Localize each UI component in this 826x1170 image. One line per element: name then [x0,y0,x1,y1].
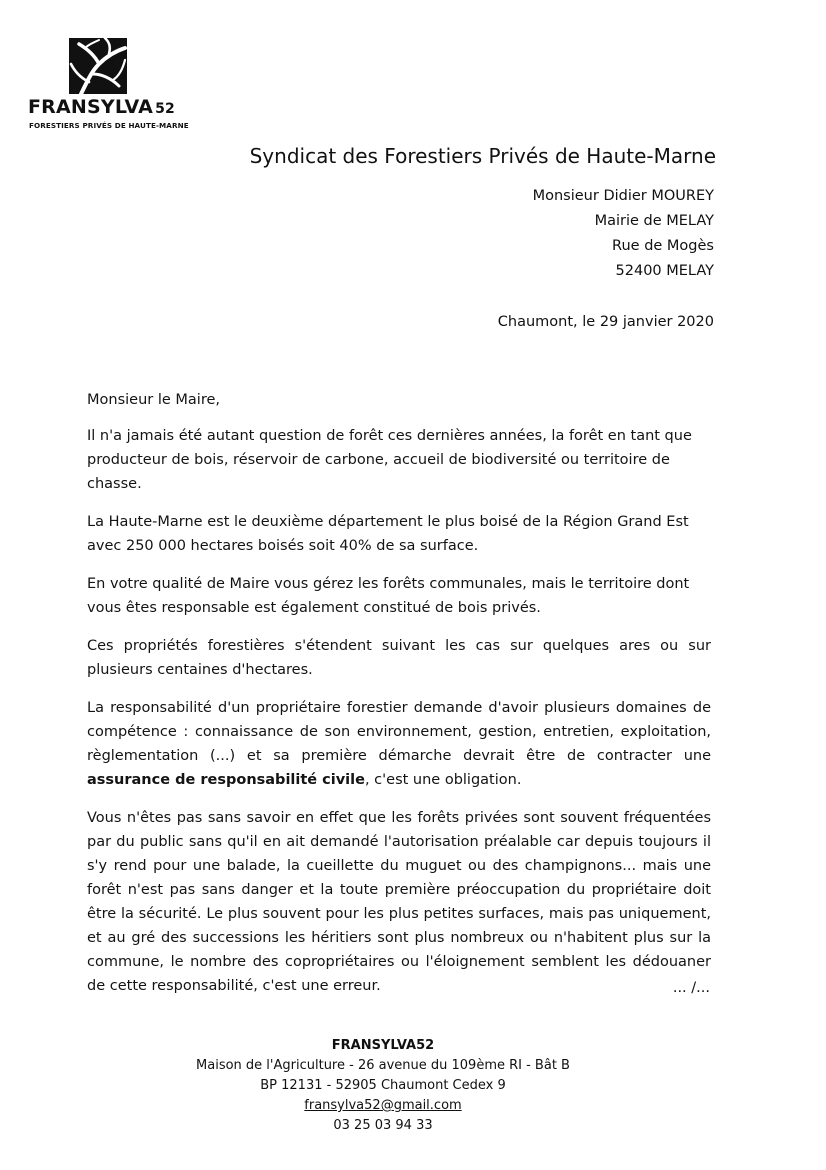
logo-name-text: FRANSYLVA [28,96,154,118]
paragraph-5-text: La responsabilité d'un propriétaire forestier demande d'avoir plusieurs domaines de compétence : connaissance de son environnement, gestion, entretien, exploitation, règlementation (...) et sa première démarche devrait être de contracter une [87,700,711,764]
letter-body [87,388,711,1012]
paragraph-1: Il n'a jamais été autant question de forêt ces dernières années, la forêt en tant que producteur de bois, réservoir de carbone, accueil de biodiversité ou territoire de chasse. [87,428,692,492]
logo-tagline: FORESTIERS PRIVÉS DE HAUTE-MARNE [29,121,189,130]
paragraph-2: La Haute-Marne est le deuxième département le plus boisé de la Région Grand Est avec 250 000 hectares boisés soit 40% de sa surface. [87,514,689,554]
recipient-name: Monsieur Didier MOUREY [532,188,714,204]
paragraph-4: Ces propriétés forestières s'étendent suivant les cas sur quelques ares ou sur plusieurs centaines d'hectares. [87,638,711,678]
recipient-institution: Mairie de MELAY [594,213,714,229]
footer-phone: 03 25 03 94 33 [333,1118,433,1133]
paragraph-6: Vous n'êtes pas sans savoir en effet que les forêts privées sont souvent fréquentées par du public sans qu'il en ait demandé l'autorisation préalable car depuis toujours il s'y rend pour une balade, la cueillette du muguet ou des champignons... mais une forêt n'est pas sans danger et la toute première préoccupation du propriétaire doit être la sécurité. Le plus souvent pour les plus petites surfaces, mais pas uniquement, et au gré des successions les héritiers sont plus nombreux ou n'habitent plus sur la commune, le nombre des copropriétaires ou l'éloignement semblent les dédouaner de cette responsabilité, c'est une erreur. [87,810,711,994]
logo-number: 52 [155,101,175,117]
fransylva-logo [28,38,189,134]
organization-title: Syndicat des Forestiers Privés de Haute-Marne [249,144,716,168]
logo-wordmark [28,96,175,118]
footer-address-1: Maison de l'Agriculture - 26 avenue du 109ème RI - Bât B [196,1058,570,1073]
footer-email-link[interactable]: fransylva52@gmail.com [304,1098,462,1113]
salutation: Monsieur le Maire, [87,392,220,408]
recipient-street: Rue de Mogès [612,238,714,254]
paragraph-3: En votre qualité de Maire vous gérez les forêts communales, mais le territoire dont vous êtes responsable est également constitué de bois privés. [87,576,690,616]
footer-address-2: BP 12131 - 52905 Chaumont Cedex 9 [260,1078,506,1093]
paragraph-5-emphasis: assurance de responsabilité civile [87,772,365,788]
paragraph-5 [87,696,711,792]
tree-branch-logo-icon [69,38,127,94]
paragraph-5-end: , c'est une obligation. [364,772,522,788]
continuation-mark: ... /... [672,980,710,996]
letter-date: Chaumont, le 29 janvier 2020 [497,314,714,330]
recipient-address-block [533,184,714,284]
footer-contact [0,1036,766,1136]
footer-name: FRANSYLVA52 [331,1038,435,1053]
recipient-city: 52400 MELAY [615,263,714,279]
